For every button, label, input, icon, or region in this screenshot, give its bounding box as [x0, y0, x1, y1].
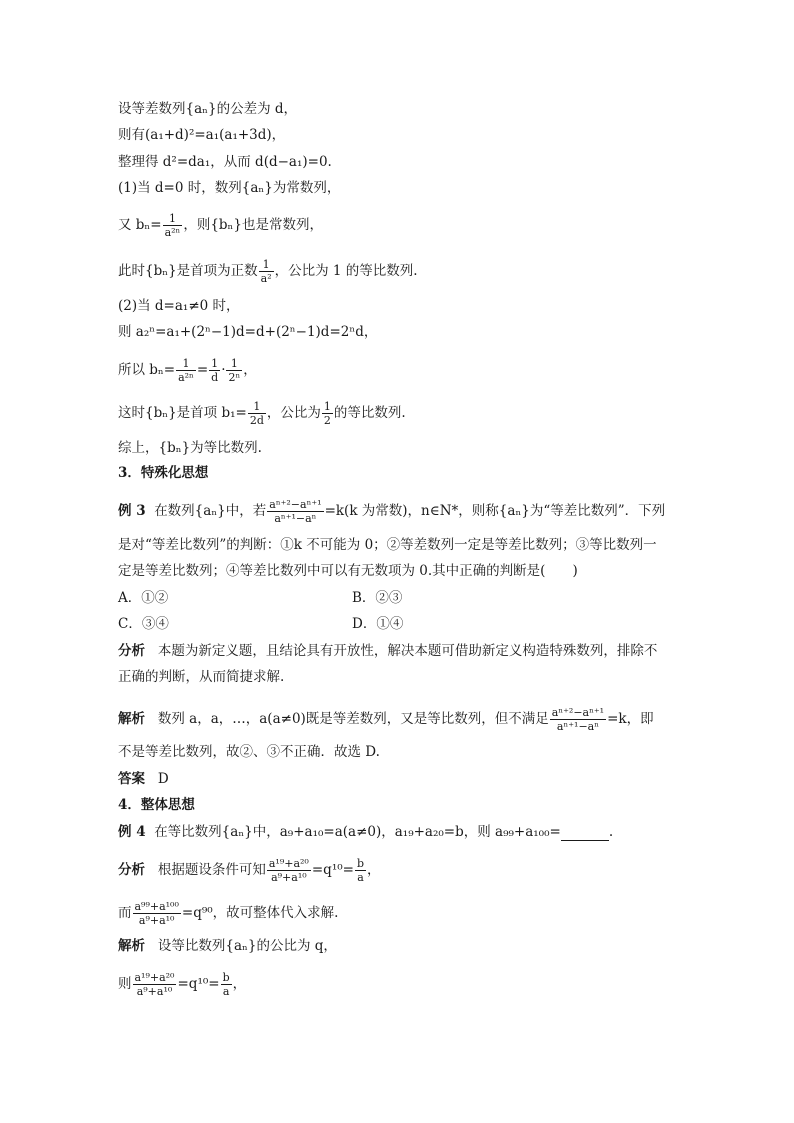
formula-line — [118, 971, 246, 998]
fraction-denominator: aⁿ⁺¹−aⁿ — [274, 512, 317, 525]
fraction — [209, 357, 220, 384]
fraction-numerator: aⁿ⁺²−aⁿ⁺¹ — [551, 706, 605, 719]
fraction-denominator: 2d — [249, 414, 264, 427]
fraction — [221, 971, 232, 998]
text-segment: ，公比为 — [266, 405, 321, 421]
text-line: 不是等差比数列，故②、③不正确．故选 D. — [118, 744, 380, 760]
formula-line — [118, 212, 323, 239]
fraction — [267, 857, 311, 884]
text-segment: =k(k 为常数)，n∈N*，则称{aₙ}为“等差比数列”．下列 — [324, 503, 666, 519]
answer-label: 答案 — [118, 771, 145, 787]
fraction-denominator: a⁹+a¹⁰ — [271, 871, 307, 884]
text-segment: 本题为新定义题，且结论具有开放性，解决本题可借助新定义构造特殊数列，排除不 — [157, 643, 658, 659]
formula-line — [118, 258, 418, 285]
fraction-denominator: a⁹+a¹⁰ — [138, 914, 175, 927]
answer-blank — [561, 826, 609, 841]
text-segment: 所以 bₙ= — [118, 362, 176, 378]
text-segment: 在数列{aₙ}中，若 — [154, 503, 267, 519]
text-segment: 设等比数列{aₙ}的公比为 q， — [157, 938, 337, 954]
analysis-label: 分析 — [118, 862, 145, 878]
text-line: 整理得 d²=da₁，从而 d(d−a₁)=0. — [118, 154, 332, 170]
fraction — [248, 400, 266, 427]
text-segment: 又 bₙ= — [118, 217, 162, 233]
fraction — [550, 706, 606, 733]
text-segment: ，公比为 1 的等比数列. — [274, 263, 418, 279]
text-segment: . — [608, 824, 614, 840]
fraction-denominator: 2 — [323, 414, 331, 427]
text-line: 综上，{bₙ}为等比数列. — [118, 440, 262, 456]
fraction-denominator: a — [222, 985, 230, 998]
formula-line — [118, 357, 257, 384]
text-segment: =q⁹⁰，故可整体代入求解. — [181, 905, 339, 921]
option-d: D．①④ — [352, 616, 404, 632]
text-line: 定是等差比数列；④等差比数列中可以有无数项为 0.其中正确的判断是( ) — [118, 563, 578, 579]
fraction-numerator: a¹⁹+a²⁰ — [134, 971, 175, 984]
fraction-numerator: a¹⁹+a²⁰ — [268, 857, 309, 870]
fraction — [176, 357, 196, 384]
formula-line — [118, 400, 406, 427]
text-segment: ， — [367, 862, 381, 878]
fraction-denominator: a² — [260, 272, 272, 285]
answer-line — [118, 770, 169, 788]
fraction-denominator: a²ⁿ — [178, 371, 194, 384]
text-line: 则有(a₁+d)²=a₁(a₁+3d)， — [118, 127, 286, 143]
fraction-numerator: 1 — [248, 400, 266, 414]
answer-value: D — [157, 771, 169, 787]
text-segment: =k，即 — [607, 711, 654, 727]
fraction-numerator: a⁹⁹+a¹⁰⁰ — [134, 900, 179, 913]
fraction-denominator: 2ⁿ — [228, 371, 241, 384]
section-heading: 4．整体思想 — [118, 797, 195, 813]
option-c: C．③④ — [118, 616, 169, 632]
fraction-numerator: 1 — [226, 357, 242, 371]
text-segment: 在等比数列{aₙ}中，a₉+a₁₀=a(a≠0)，a₁₉+a₂₀=b，则 a₉₉+a₁₀₀= — [154, 824, 561, 840]
fraction-numerator: 1 — [176, 357, 196, 371]
text-segment: 数列 a，a，…，a(a≠0)既是等差数列，又是等比数列，但不满足 — [157, 711, 549, 727]
fraction-numerator: 1 — [163, 212, 183, 226]
text-line: (2)当 d=a₁≠0 时， — [118, 298, 240, 314]
fraction-denominator: a — [357, 871, 364, 884]
text-segment: =q¹⁰= — [177, 976, 220, 992]
fraction-denominator: d — [211, 371, 219, 384]
text-segment: ， — [243, 362, 257, 378]
example-label: 例 4 — [118, 824, 146, 840]
analysis-line — [118, 642, 657, 660]
fraction-denominator: a²ⁿ — [164, 226, 181, 239]
formula-line — [118, 498, 665, 525]
example-label: 例 3 — [118, 503, 146, 519]
fraction — [322, 400, 333, 427]
text-segment: =q¹⁰= — [311, 862, 354, 878]
fraction-numerator: 1 — [259, 258, 274, 272]
text-line: 则 a₂ⁿ=a₁+(2ⁿ−1)d=d+(2ⁿ−1)d=2ⁿd， — [118, 324, 378, 340]
text-segment: · — [221, 362, 226, 378]
text-segment: = — [196, 362, 209, 378]
text-segment: 而 — [118, 905, 132, 921]
formula-line — [118, 706, 654, 733]
section-heading: 3．特殊化思想 — [118, 465, 209, 481]
text-segment: ，则{bₙ}也是常数列， — [183, 217, 323, 233]
fraction — [226, 357, 242, 384]
text-segment: 这时{bₙ}是首项 b₁= — [118, 405, 247, 421]
fraction — [133, 971, 177, 998]
solution-label: 解析 — [118, 938, 145, 954]
text-segment: ， — [232, 976, 247, 992]
fraction — [133, 900, 181, 927]
option-a: A．①② — [118, 590, 169, 606]
text-segment: 的等比数列. — [333, 405, 406, 421]
formula-line — [118, 900, 338, 927]
analysis-label: 分析 — [118, 643, 145, 659]
option-b: B．②③ — [352, 590, 403, 606]
example-line — [118, 823, 613, 841]
text-segment: 此时{bₙ}是首项为正数 — [118, 263, 258, 279]
text-line: (1)当 d=0 时，数列{aₙ}为常数列， — [118, 180, 341, 196]
text-segment: 则 — [118, 976, 132, 992]
fraction-denominator: a⁹+a¹⁰ — [136, 985, 173, 998]
fraction-denominator: aⁿ⁺¹−aⁿ — [556, 720, 599, 733]
formula-line — [118, 857, 381, 884]
text-line: 设等差数列{aₙ}的公差为 d， — [118, 101, 297, 117]
fraction — [355, 857, 366, 884]
fraction-numerator: 1 — [323, 400, 331, 413]
fraction-numerator: b — [356, 857, 364, 870]
fraction — [163, 212, 183, 239]
fraction-numerator: aⁿ⁺²−aⁿ⁺¹ — [269, 498, 322, 511]
solution-label: 解析 — [118, 711, 145, 727]
fraction — [259, 258, 274, 285]
text-line: 是对“等差比数列”的判断：①k 不可能为 0；②等差数列一定是等差比数列；③等比数列一 — [118, 537, 657, 553]
text-segment: 根据题设条件可知 — [157, 862, 266, 878]
fraction-numerator: b — [222, 971, 230, 984]
fraction-numerator: 1 — [209, 357, 220, 371]
solution-line — [118, 937, 337, 955]
text-line: 正确的判断，从而简捷求解. — [118, 669, 285, 685]
fraction — [267, 498, 323, 525]
